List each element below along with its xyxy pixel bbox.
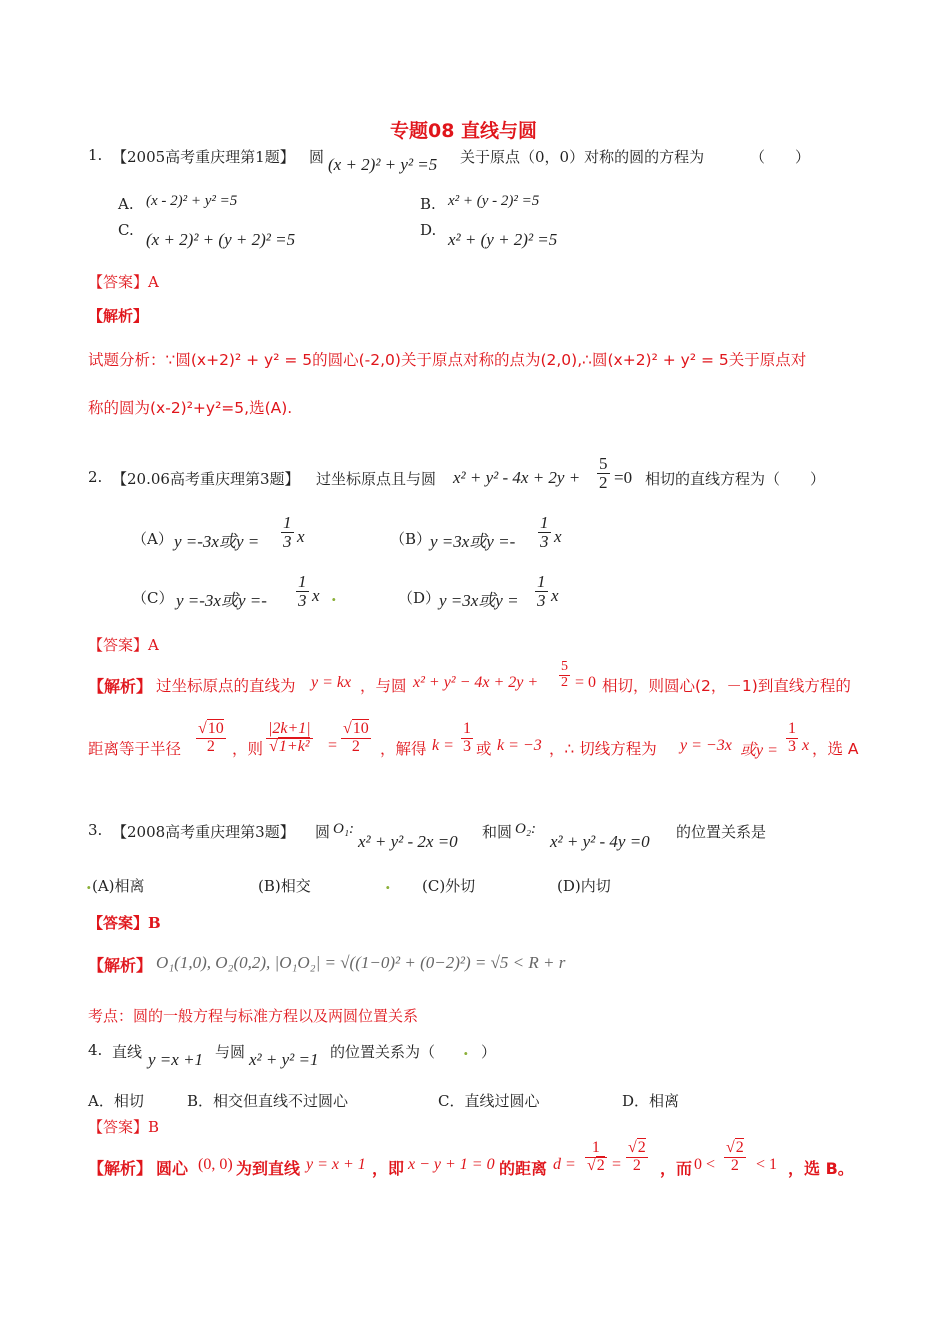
question-stem: 的位置关系是 xyxy=(676,823,767,841)
decorative-dot: . xyxy=(331,586,337,605)
analysis-text: 圆心 xyxy=(156,1159,189,1178)
analysis-text: ，解得 xyxy=(380,740,427,758)
option-c: (C)外切 xyxy=(422,877,476,895)
question-source: 【2005高考重庆理第1题】 xyxy=(112,148,295,166)
analysis-math: 0 < xyxy=(694,1156,716,1173)
analysis-math: 或y = xyxy=(740,742,778,759)
decorative-dot: . xyxy=(86,874,92,893)
answer-text: 【答案】A xyxy=(88,636,159,654)
question-stem: 和圆 xyxy=(482,823,513,841)
question-stem: 的位置关系为（ xyxy=(330,1043,436,1061)
option-label: （D） xyxy=(398,589,441,607)
analysis-math: = 0 xyxy=(575,674,597,691)
answer-text: 【答案】A xyxy=(88,273,159,291)
option-label: C. xyxy=(118,221,134,239)
analysis-math: x − y + 1 = 0 xyxy=(408,1156,495,1173)
equation: x² + y² =1 xyxy=(249,1050,319,1069)
question-stem: ） xyxy=(481,1043,497,1061)
option-d: (D)内切 xyxy=(557,877,611,895)
option-a: y =-3x或y = xyxy=(174,532,260,551)
question-source: 【20.06高考重庆理第3题】 xyxy=(112,470,300,488)
option-label: （A） xyxy=(132,530,173,548)
fraction: $\frac{1}{3}$ xyxy=(298,572,307,610)
analysis-math: O₁(1,0), O₂(0,2), |O₁O₂| = √((1−0)² + (0−2)²) = √5 < R + r xyxy=(156,953,566,972)
equation: =0 xyxy=(614,468,633,487)
analysis-text: ，∴ 切线方程为 xyxy=(549,740,657,758)
analysis-math: < 1 xyxy=(756,1156,778,1173)
question-stem: 圆 xyxy=(315,823,331,841)
variable: x xyxy=(312,586,320,605)
analysis-math: (0, 0) xyxy=(198,1156,233,1173)
fraction: $\frac{√2}{2}$ xyxy=(628,1139,646,1174)
option-a: A．相切 xyxy=(88,1092,144,1110)
variable: x xyxy=(297,527,305,546)
fraction: $\frac{1}{3}$ xyxy=(540,513,549,551)
option-c: (x + 2)² + (y + 2)² =5 xyxy=(146,230,296,249)
option-c: y =-3x或y =- xyxy=(176,591,267,610)
analysis-text: 过坐标原点的直线为 xyxy=(156,677,296,695)
question-number: 1. xyxy=(88,146,103,164)
variable: x xyxy=(802,737,810,754)
analysis-text: ，即 xyxy=(372,1159,405,1178)
question-stem: 过坐标原点且与圆 xyxy=(316,470,437,488)
analysis-label: 【解析】 xyxy=(88,956,153,975)
analysis-text: 的距离 xyxy=(499,1159,548,1178)
question-stem: 相切的直线方程为（ ） xyxy=(645,470,826,488)
option-a: (x - 2)² + y² =5 xyxy=(146,193,238,209)
equation: x² + y² - 4x + 2y + xyxy=(453,468,581,487)
analysis-math: y = −3x xyxy=(680,737,732,754)
fraction: $\frac{5}{2}$ xyxy=(561,659,568,690)
fraction: $\frac{1}{3}$ xyxy=(283,513,292,551)
variable: x xyxy=(554,527,562,546)
option-d: y =3x或y = xyxy=(439,591,519,610)
option-label: B. xyxy=(420,195,436,213)
analysis-math: y = x + 1 xyxy=(306,1156,366,1173)
question-number: 4. xyxy=(88,1041,103,1059)
option-b: B．相交但直线不过圆心 xyxy=(187,1092,349,1110)
variable: x xyxy=(551,586,559,605)
option-label: （C） xyxy=(132,589,174,607)
analysis-text: 距离等于半径 xyxy=(88,740,182,758)
analysis-math: x² + y² − 4x + 2y + xyxy=(413,674,539,691)
analysis-label: 【解析】 xyxy=(88,307,149,325)
answer-text: 【答案】B xyxy=(88,1118,160,1136)
option-d: D．相离 xyxy=(622,1092,680,1110)
fraction: $\frac{5}{2}$ xyxy=(599,454,608,492)
page-title: 专题08 直线与圆 xyxy=(390,120,538,142)
analysis-math: y = kx xyxy=(311,674,352,691)
analysis-math: = xyxy=(612,1156,622,1173)
question-stem: 圆 xyxy=(309,148,325,166)
analysis-text: 或 xyxy=(476,740,492,758)
option-label: D. xyxy=(420,221,437,239)
question-number: 2. xyxy=(88,468,103,486)
question-source: 【2008高考重庆理第3题】 xyxy=(112,823,295,841)
fraction: $\frac{1}{3}$ xyxy=(788,720,796,755)
fraction: $\frac{1}{3}$ xyxy=(537,572,546,610)
option-c: C．直线过圆心 xyxy=(438,1092,540,1110)
question-stem: 与圆 xyxy=(215,1043,246,1061)
question-stem: 关于原点（0，0）对称的圆的方程为 xyxy=(460,148,705,166)
option-label: （B） xyxy=(390,530,432,548)
analysis-math: = xyxy=(328,737,338,754)
fraction: $\frac{1}{√2}$ xyxy=(587,1139,605,1174)
analysis-text: 为到直线 xyxy=(236,1159,301,1178)
exam-point: 考点：圆的一般方程与标准方程以及两圆位置关系 xyxy=(88,1007,419,1025)
decorative-dot: . xyxy=(463,1040,469,1059)
option-a: (A)相离 xyxy=(92,877,145,895)
analysis-text: ，则 xyxy=(232,740,264,758)
equation: (x + 2)² + y² =5 xyxy=(328,155,438,174)
fraction: $\frac{√10}{2}$ xyxy=(198,720,224,755)
answer-blank: （ ） xyxy=(750,148,811,166)
analysis-text: ，选 B。 xyxy=(788,1159,854,1178)
answer-text: 【答案】B xyxy=(88,914,161,932)
equation: x² + y² - 2x =0 xyxy=(358,832,458,851)
analysis-text: 称的圆为(x-2)²+y²=5,选(A). xyxy=(88,399,293,417)
question-stem: 直线 xyxy=(112,1043,143,1061)
option-b: y =3x或y =- xyxy=(430,532,516,551)
analysis-text: 相切，则圆心(2，－1)到直线方程的 xyxy=(602,677,851,695)
circle-label: O₁: xyxy=(333,821,355,837)
fraction: $\frac{√10}{2}$ xyxy=(343,720,369,755)
analysis-text: ，而 xyxy=(660,1159,693,1178)
analysis-text: 试题分析：∵圆(x+2)² + y² = 5的圆心(-2,0)关于原点对称的点为(2,0),∴圆(x+2)² + y² = 5关于原点对 xyxy=(88,351,807,369)
decorative-dot: . xyxy=(385,874,391,893)
analysis-text: ，选 A xyxy=(812,740,859,758)
analysis-label: 【解析】 xyxy=(88,1159,153,1178)
option-d: x² + (y + 2)² =5 xyxy=(448,230,558,249)
circle-label: O₂: xyxy=(515,821,537,837)
analysis-math: k = −3 xyxy=(497,737,542,754)
analysis-text: ，与圆 xyxy=(360,677,407,695)
fraction: $\frac{|2k+1|}{\text{√1+k²}}$ xyxy=(268,720,311,755)
option-label: A. xyxy=(118,195,134,213)
fraction: $\frac{1}{3}$ xyxy=(463,720,471,755)
analysis-math: d = xyxy=(553,1156,576,1173)
equation: x² + y² - 4y =0 xyxy=(550,832,650,851)
analysis-label: 【解析】 xyxy=(88,677,153,696)
question-number: 3. xyxy=(88,821,103,839)
option-b: (B)相交 xyxy=(258,877,311,895)
option-b: x² + (y - 2)² =5 xyxy=(448,193,540,209)
fraction: $\frac{√2}{2}$ xyxy=(726,1139,744,1174)
equation: y =x +1 xyxy=(148,1050,204,1069)
analysis-math: k = xyxy=(432,737,454,754)
